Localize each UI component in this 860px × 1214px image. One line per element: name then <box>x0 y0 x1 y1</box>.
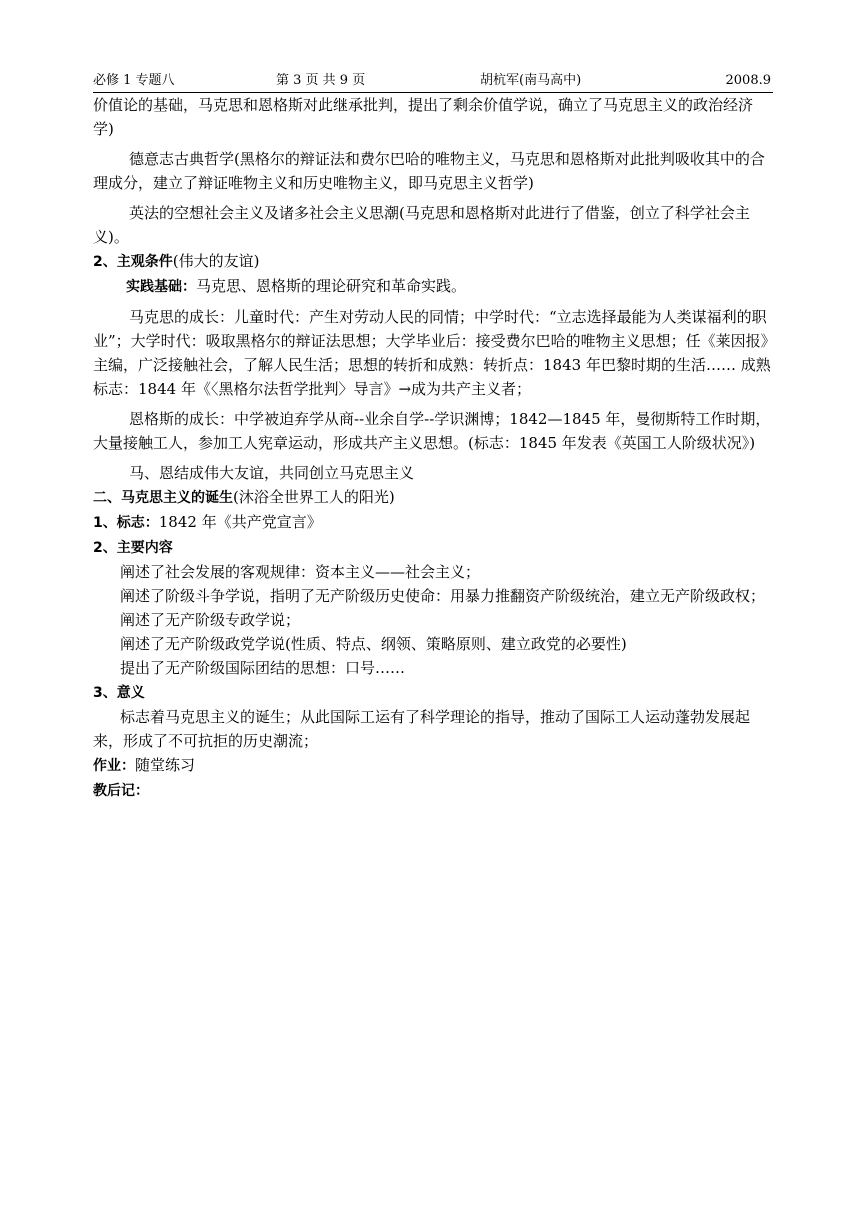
homework-text: 随堂练习 <box>135 756 196 774</box>
paragraph-engels-growth: 恩格斯的成长：中学被迫弃学从商--业余自学--学识渊博；1842—1845 年，曼彻斯特工作时期，大量接触工人，参加工人宪章运动，形成共产主义思想。(标志：1845 年发表《英国工人阶级状况》) <box>93 410 771 452</box>
heading-meaning <box>93 680 773 705</box>
heading-subjective-label: 2、主观条件 <box>93 254 173 270</box>
paragraph-meaning: 标志着马克思主义的诞生；从此国际工运有了科学理论的指导，推动了国际工人运动蓬勃发展起来，形成了不可抗拒的历史潮流； <box>93 708 751 750</box>
header-author: 胡杭军(南马高中) <box>480 73 582 88</box>
homework-line <box>93 753 773 778</box>
post-lesson-notes <box>93 778 773 803</box>
heading-subjective-conditions <box>93 249 773 274</box>
content-item-5: 提出了无产阶级国际团结的思想：口号…… <box>120 659 406 677</box>
sign-text: 1842 年《共产党宣言》 <box>158 513 322 531</box>
header-course: 必修 1 专题八 <box>93 73 175 88</box>
sign-line <box>93 510 773 535</box>
practice-basis-text: 马克思、恩格斯的理论研究和革命实践。 <box>196 277 467 295</box>
content-item-1: 阐述了社会发展的客观规律：资本主义——社会主义； <box>120 563 481 581</box>
paragraph-friendship: 马、恩结成伟大友谊，共同创立马克思主义 <box>129 464 415 482</box>
content-item-4: 阐述了无产阶级政党学说(性质、特点、纲领、策略原则、建立政党的必要性) <box>120 635 627 653</box>
heading-birth-label: 二、马克思主义的诞生 <box>93 490 233 506</box>
paragraph-marx-growth: 马克思的成长：儿童时代：产生对劳动人民的同情；中学时代：“立志选择最能为人类谋福利的职业”；大学时代：吸取黑格尔的辩证法思想；大学毕业后：接受费尔巴哈的唯物主义思想；任《莱因报》主编，广泛接触社会，了解人民生活；思想的转折和成熟：转折点：1843 年巴黎时期的生活…… 成熟标志：1844 年《〈黑格尔法哲学批判〉导言》→成为共产主义者； <box>93 308 771 398</box>
practice-basis-label: 实践基础： <box>126 279 196 295</box>
content-item-2: 阐述了阶级斗争学说，指明了无产阶级历史使命：用暴力推翻资产阶级统治，建立无产阶级政权； <box>120 587 766 605</box>
header-page-info: 第 3 页 共 9 页 <box>276 73 366 88</box>
heading-main-content <box>93 535 773 560</box>
paragraph-utopian-socialism: 英法的空想社会主义及诸多社会主义思潮(马克思和恩格斯对此进行了借鉴，创立了科学社会主义)。 <box>93 204 750 246</box>
header-date: 2008.9 <box>725 73 771 88</box>
sign-label: 1、标志： <box>93 515 159 531</box>
paragraph-german-philosophy: 德意志古典哲学(黑格尔的辩证法和费尔巴哈的唯物主义，马克思和恩格斯对此批判吸收其中的合理成分，建立了辩证唯物主义和历史唯物主义，即马克思主义哲学) <box>93 150 765 192</box>
document-page <box>93 70 773 803</box>
heading-birth-of-marxism <box>93 485 773 510</box>
heading-subjective-note: (伟大的友谊) <box>172 252 260 270</box>
content-item-3: 阐述了无产阶级专政学说； <box>120 611 301 629</box>
heading-main-content-label: 2、主要内容 <box>93 540 173 556</box>
page-header <box>93 70 773 93</box>
post-lesson-label: 教后记： <box>93 783 149 799</box>
heading-meaning-label: 3、意义 <box>93 685 145 701</box>
homework-label: 作业： <box>93 758 135 774</box>
heading-birth-note: (沐浴全世界工人的阳光) <box>233 488 395 506</box>
paragraph-value-theory: 价值论的基础，马克思和恩格斯对此继承批判，提出了剩余价值学说，确立了马克思主义的政治经济学) <box>93 96 754 138</box>
practice-basis <box>93 274 773 299</box>
